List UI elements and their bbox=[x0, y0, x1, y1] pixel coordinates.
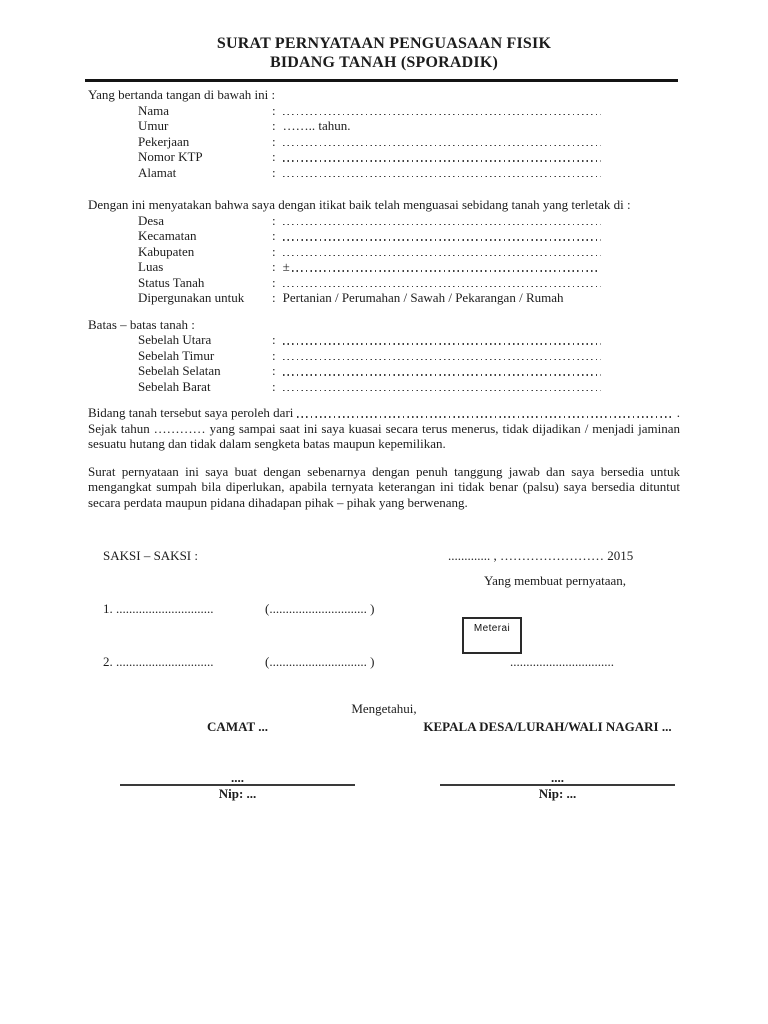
colon: : bbox=[272, 133, 276, 149]
colon: : bbox=[272, 378, 276, 394]
colon: : bbox=[272, 363, 276, 378]
dotted-line bbox=[283, 165, 601, 181]
dotted-line bbox=[283, 228, 601, 244]
dotted-line bbox=[283, 275, 601, 291]
oath-paragraph: Surat pernyataan ini saya buat dengan sebenarnya dengan penuh tanggung jawab dan saya bersedia untuk mengangkat sumpah bila diperlukan, apabila ternyata keterangan ini tidak benar (palsu) saya bersedia dituntut secara perdata maupun pidana dihadapan pihak – pihak yang berwenang. bbox=[88, 463, 680, 510]
field-value: …….. tahun. bbox=[282, 118, 351, 133]
field-label: Nomor KTP bbox=[138, 149, 203, 164]
colon: : bbox=[272, 164, 276, 180]
field-row-desa bbox=[88, 213, 680, 229]
dotted-line bbox=[283, 134, 601, 150]
signature-name-dots: .... bbox=[551, 770, 564, 785]
field-label: Desa bbox=[138, 212, 164, 228]
field-row-dipergunakan bbox=[88, 290, 680, 306]
camat-signature-block bbox=[120, 771, 355, 802]
field-label: Alamat bbox=[138, 164, 177, 180]
dotted-line bbox=[283, 213, 601, 229]
intro-line: Yang bertanda tangan di bawah ini : bbox=[88, 87, 276, 102]
field-label: Sebelah Timur bbox=[138, 347, 215, 363]
dotted-line bbox=[292, 259, 600, 275]
signature-name-dots: .... bbox=[231, 770, 244, 785]
meterai-label: Meterai bbox=[473, 623, 511, 634]
witness-1-line: 1. .............................. bbox=[103, 601, 214, 616]
nip-label: Nip: ... bbox=[218, 786, 257, 801]
title-line-1: SURAT PERNYATAAN PENGUASAAN FISIK bbox=[216, 35, 552, 52]
plus-minus-sign: ± bbox=[282, 259, 290, 274]
field-label: Luas bbox=[138, 259, 164, 274]
field-row-kecamatan bbox=[88, 228, 680, 244]
field-label: Umur bbox=[138, 118, 169, 133]
borders-heading: Batas – batas tanah : bbox=[88, 316, 195, 332]
field-value: Pertanian / Perumahan / Sawah / Pekarangan / Rumah bbox=[282, 290, 564, 305]
dotted-line bbox=[283, 244, 601, 260]
witnesses-heading: SAKSI – SAKSI : bbox=[103, 548, 198, 563]
declarant-signature-dots: ................................ bbox=[510, 654, 614, 669]
statement-intro: Dengan ini menyatakan bahwa saya dengan itikat baik telah menguasai sebidang tanah yang terletak di : bbox=[88, 197, 631, 212]
witness-2-name-paren: (.............................. ) bbox=[265, 654, 375, 669]
field-label: Kabupaten bbox=[138, 243, 195, 259]
nip-label: Nip: ... bbox=[538, 786, 577, 801]
declarant-heading: Yang membuat pernyataan, bbox=[484, 573, 627, 588]
field-row-sebelah-timur bbox=[88, 348, 680, 364]
colon: : bbox=[272, 259, 276, 274]
field-label: Sebelah Utara bbox=[138, 332, 212, 347]
field-row-nama bbox=[88, 103, 680, 119]
title-divider bbox=[85, 79, 678, 82]
field-row-kabupaten bbox=[88, 244, 680, 260]
field-row-sebelah-barat bbox=[88, 379, 680, 395]
document-title bbox=[0, 0, 768, 72]
field-label: Nama bbox=[138, 102, 170, 118]
dotted-line bbox=[283, 379, 601, 395]
colon: : bbox=[272, 290, 276, 305]
field-label: Status Tanah bbox=[138, 274, 205, 290]
dotted-line bbox=[283, 103, 601, 119]
colon: : bbox=[272, 243, 276, 259]
kepala-signature-block bbox=[440, 771, 675, 802]
field-row-alamat bbox=[88, 165, 680, 181]
origin-rest-text: Sejak tahun ………… yang sampai saat ini saya kuasai secara terus menerus, tidak dijadikan / menjadi jaminan sesuatu hutang dan tidak dalam sengketa batas maupun kepemilikan. bbox=[88, 420, 680, 451]
dotted-line bbox=[283, 149, 601, 165]
dotted-line bbox=[283, 363, 601, 379]
colon: : bbox=[272, 149, 276, 164]
colon: : bbox=[272, 228, 276, 243]
colon: : bbox=[272, 212, 276, 228]
witness-2-line: 2. .............................. bbox=[103, 654, 214, 669]
colon: : bbox=[272, 332, 276, 347]
origin-lead-text: Bidang tanah tersebut saya peroleh dari bbox=[88, 405, 294, 420]
origin-tail-period: . bbox=[676, 405, 680, 420]
field-row-luas bbox=[88, 259, 680, 275]
dotted-line bbox=[283, 332, 601, 348]
field-row-status-tanah bbox=[88, 275, 680, 291]
field-row-sebelah-selatan bbox=[88, 363, 680, 379]
field-label: Sebelah Barat bbox=[138, 378, 211, 394]
field-row-nomor-ktp bbox=[88, 149, 680, 165]
witness-1-name-paren: (.............................. ) bbox=[265, 601, 375, 616]
acknowledgement-heading: Mengetahui, bbox=[351, 701, 417, 716]
field-row-pekerjaan bbox=[88, 134, 680, 150]
meterai-stamp-box bbox=[462, 617, 522, 654]
colon: : bbox=[272, 118, 276, 133]
field-label: Sebelah Selatan bbox=[138, 363, 221, 378]
origin-paragraph bbox=[88, 405, 680, 452]
field-label: Dipergunakan untuk bbox=[138, 290, 245, 305]
origin-line-1 bbox=[88, 405, 680, 421]
colon: : bbox=[272, 347, 276, 363]
dotted-line bbox=[297, 405, 671, 421]
title-line-2: BIDANG TANAH (SPORADIK) bbox=[269, 54, 499, 71]
field-row-sebelah-utara bbox=[88, 332, 680, 348]
field-label: Kecamatan bbox=[138, 228, 197, 243]
colon: : bbox=[272, 102, 276, 118]
field-row-umur bbox=[88, 118, 680, 134]
colon: : bbox=[272, 274, 276, 290]
camat-title: CAMAT ... bbox=[207, 719, 268, 734]
date-line: ............. , …………………… 2015 bbox=[448, 548, 634, 563]
document-body bbox=[88, 87, 680, 510]
kepala-desa-title: KEPALA DESA/LURAH/WALI NAGARI ... bbox=[423, 719, 672, 734]
dotted-line bbox=[283, 348, 601, 364]
field-label: Pekerjaan bbox=[138, 133, 190, 149]
